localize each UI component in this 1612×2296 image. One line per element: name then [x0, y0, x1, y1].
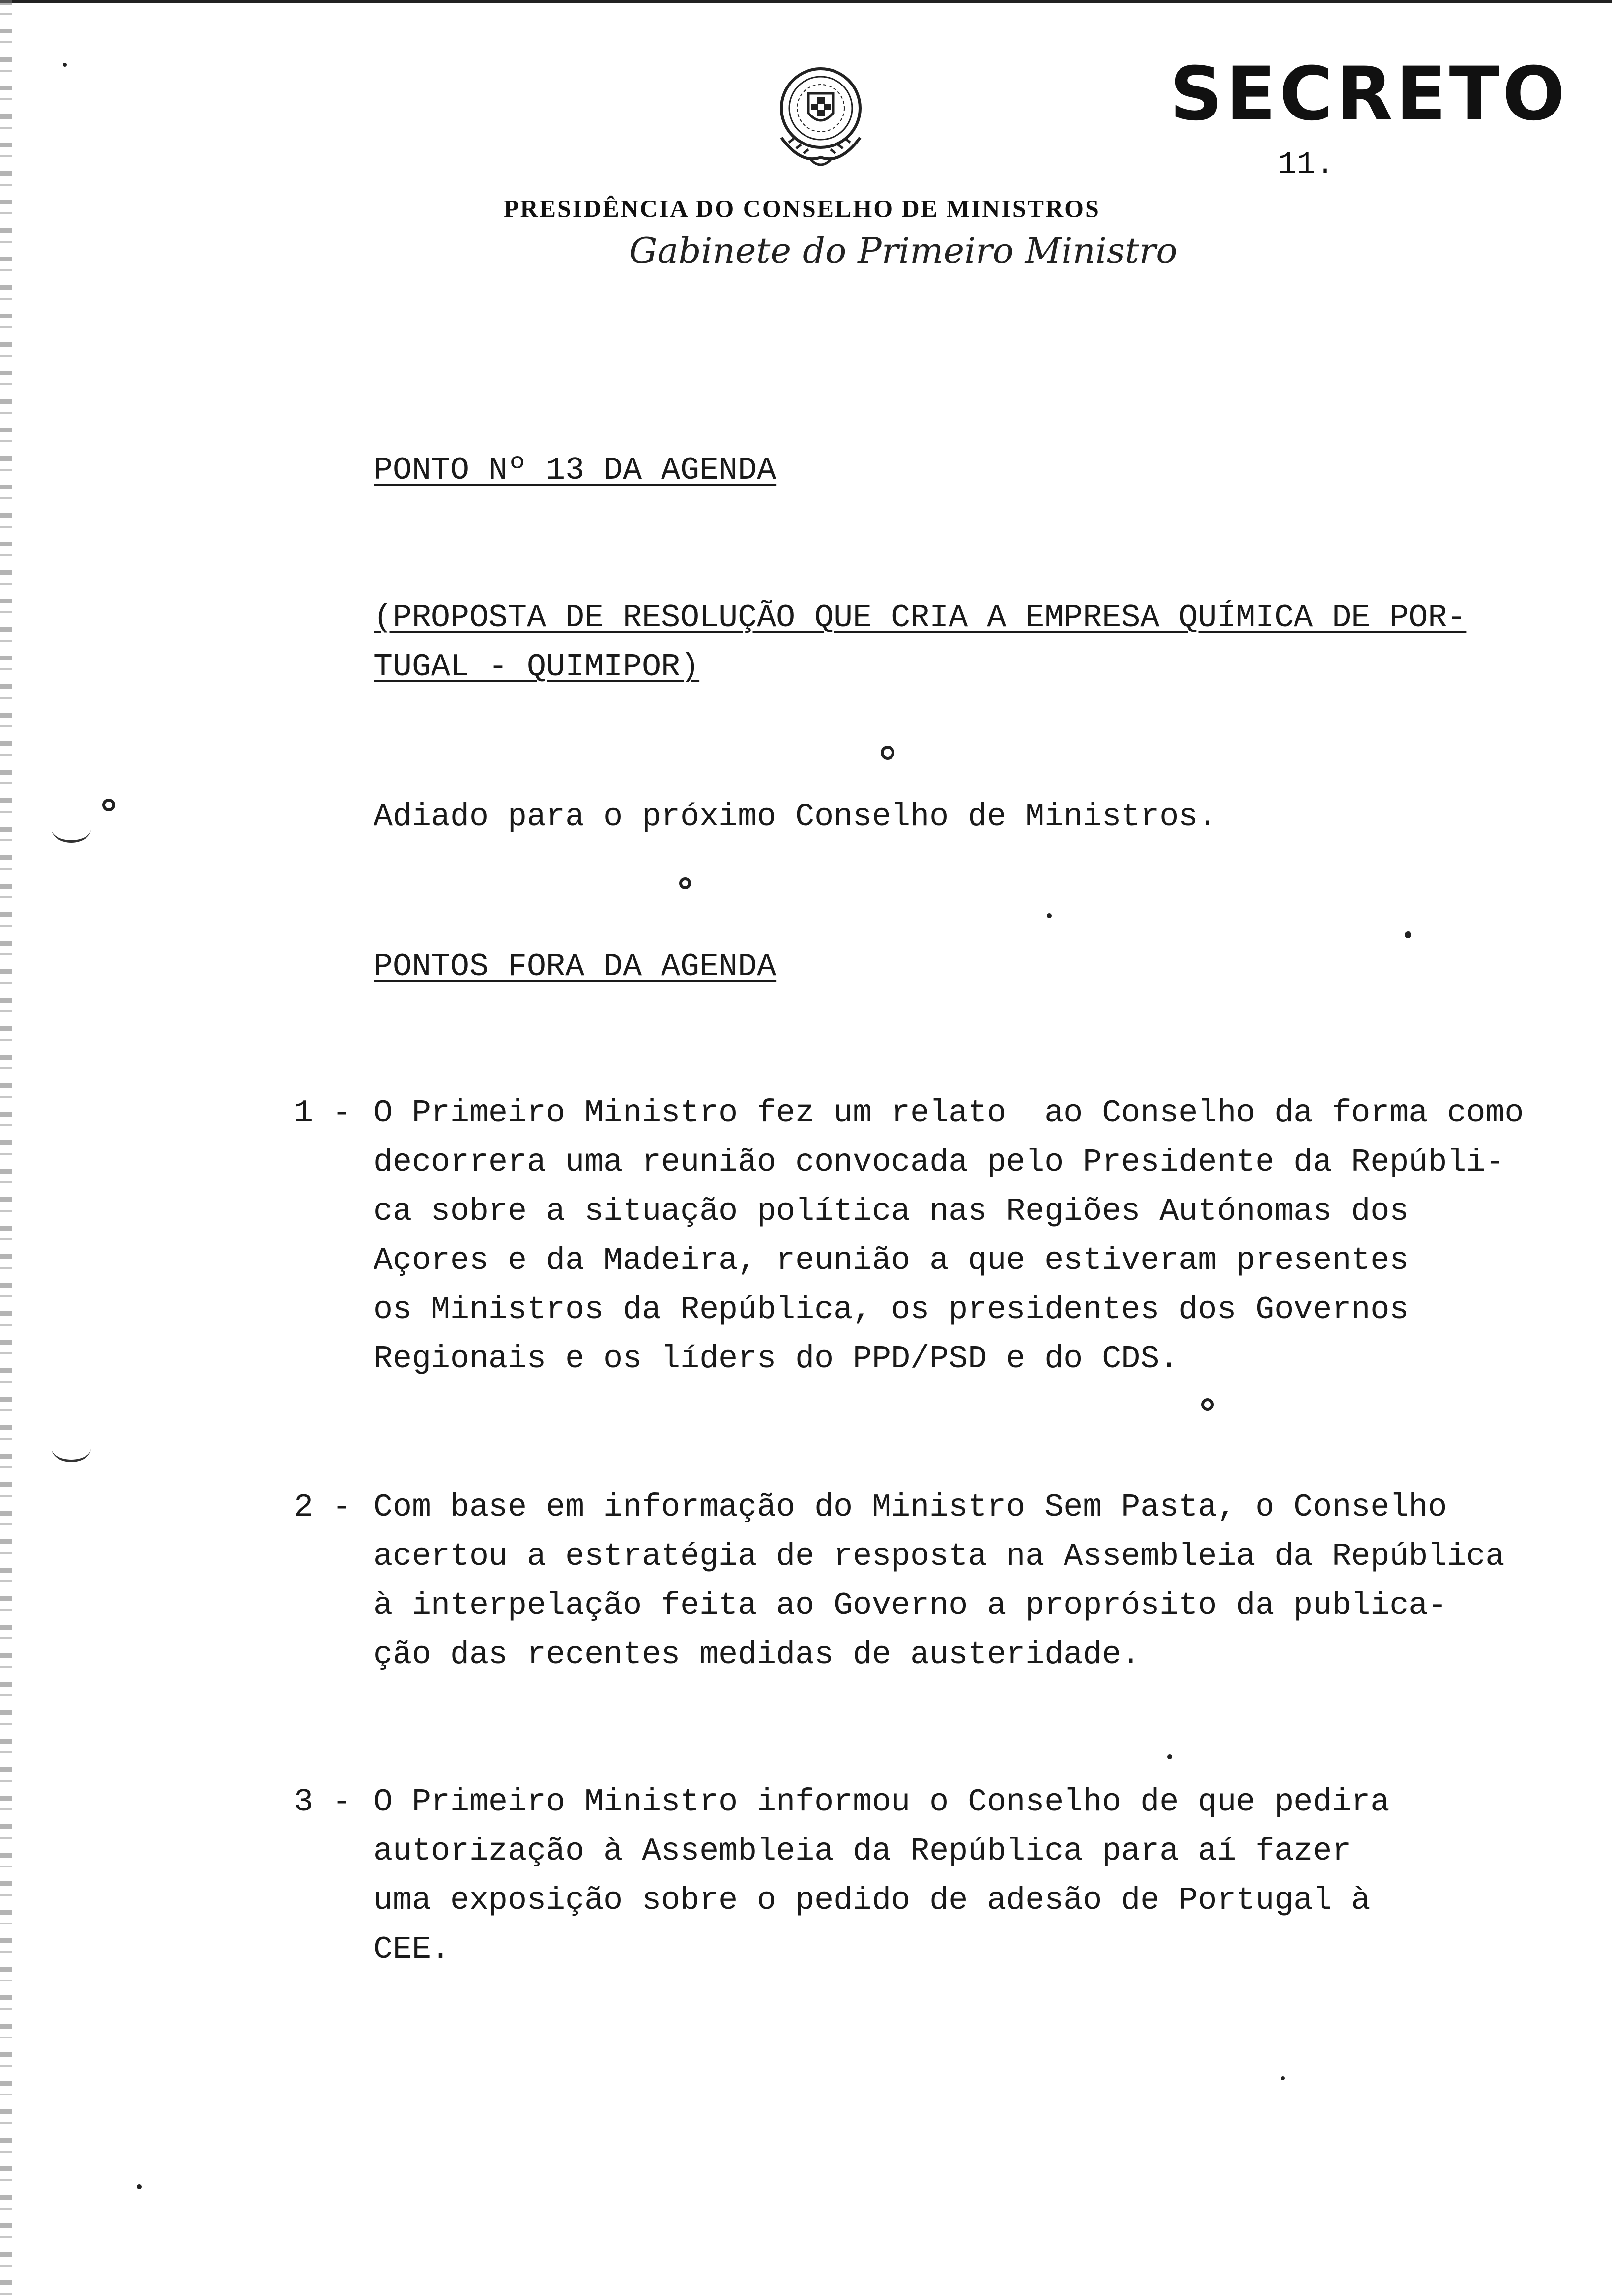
item-text-line: Regionais e os líders do PPD/PSD e do CDS.	[374, 1341, 1179, 1377]
off-agenda-heading: PONTOS FORA DA AGENDA	[374, 948, 777, 985]
scan-speck	[137, 2184, 142, 2189]
item-text-line: à interpelação feita ao Governo a proprósito da publica-	[374, 1587, 1447, 1624]
agenda-decision: Adiado para o próximo Conselho de Ministros.	[374, 799, 1217, 835]
scan-speck	[679, 877, 691, 889]
scan-speck	[881, 746, 894, 760]
item-number: 1 -	[294, 1095, 352, 1131]
item-text-line: O Primeiro Ministro fez um relato ao Conselho da forma como	[374, 1095, 1524, 1131]
item-text-line: Açores e da Madeira, reunião a que estiveram presentes	[374, 1242, 1409, 1279]
scan-speck	[1201, 1398, 1214, 1411]
scan-speck	[1047, 913, 1052, 918]
item-text-line: uma exposição sobre o pedido de adesão de Portugal à	[374, 1882, 1371, 1919]
scan-speck	[102, 799, 115, 811]
item-text-line: Com base em informação do Ministro Sem Pasta, o Conselho	[374, 1489, 1447, 1525]
item-text-line: O Primeiro Ministro informou o Conselho de que pedira	[374, 1784, 1390, 1820]
scan-speck	[1405, 931, 1411, 938]
item-text-line: os Ministros da República, os presidentes dos Governos	[374, 1292, 1409, 1328]
punch-hole-mark	[52, 816, 91, 843]
item-text-line: CEE.	[374, 1931, 451, 1968]
scan-speck	[63, 63, 67, 67]
agenda-subject-line-2: TUGAL - QUIMIPOR)	[374, 649, 700, 685]
item-text-line: acertou a estratégia de resposta na Assembleia da República	[374, 1538, 1505, 1575]
scan-speck	[1167, 1754, 1172, 1759]
agenda-subject-line-1: (PROPOSTA DE RESOLUÇÃO QUE CRIA A EMPRESA QUÍMICA DE POR-	[374, 600, 1467, 636]
agenda-item-heading: PONTO Nº 13 DA AGENDA	[374, 452, 777, 488]
top-rule	[0, 0, 1612, 3]
scan-edge	[0, 0, 12, 2296]
institution-name: PRESIDÊNCIA DO CONSELHO DE MINISTROS	[504, 195, 1100, 222]
item-text-line: ca sobre a situação política nas Regiões Autónomas dos	[374, 1193, 1409, 1230]
item-text-line: decorrera uma reunião convocada pelo Presidente da Repúbli-	[374, 1144, 1505, 1180]
classification-stamp: SECRETO	[1170, 52, 1568, 137]
coat-of-arms-seal-icon	[762, 59, 880, 177]
office-name: Gabinete do Primeiro Ministro	[629, 230, 1178, 271]
item-number: 3 -	[294, 1784, 352, 1820]
item-number: 2 -	[294, 1489, 352, 1525]
item-text-line: autorização à Assembleia da República para aí fazer	[374, 1833, 1352, 1869]
punch-hole-mark	[52, 1435, 91, 1462]
page-number: 11.	[1278, 147, 1335, 183]
item-text-line: ção das recentes medidas de austeridade.	[374, 1636, 1141, 1673]
scan-speck	[1281, 2076, 1285, 2080]
